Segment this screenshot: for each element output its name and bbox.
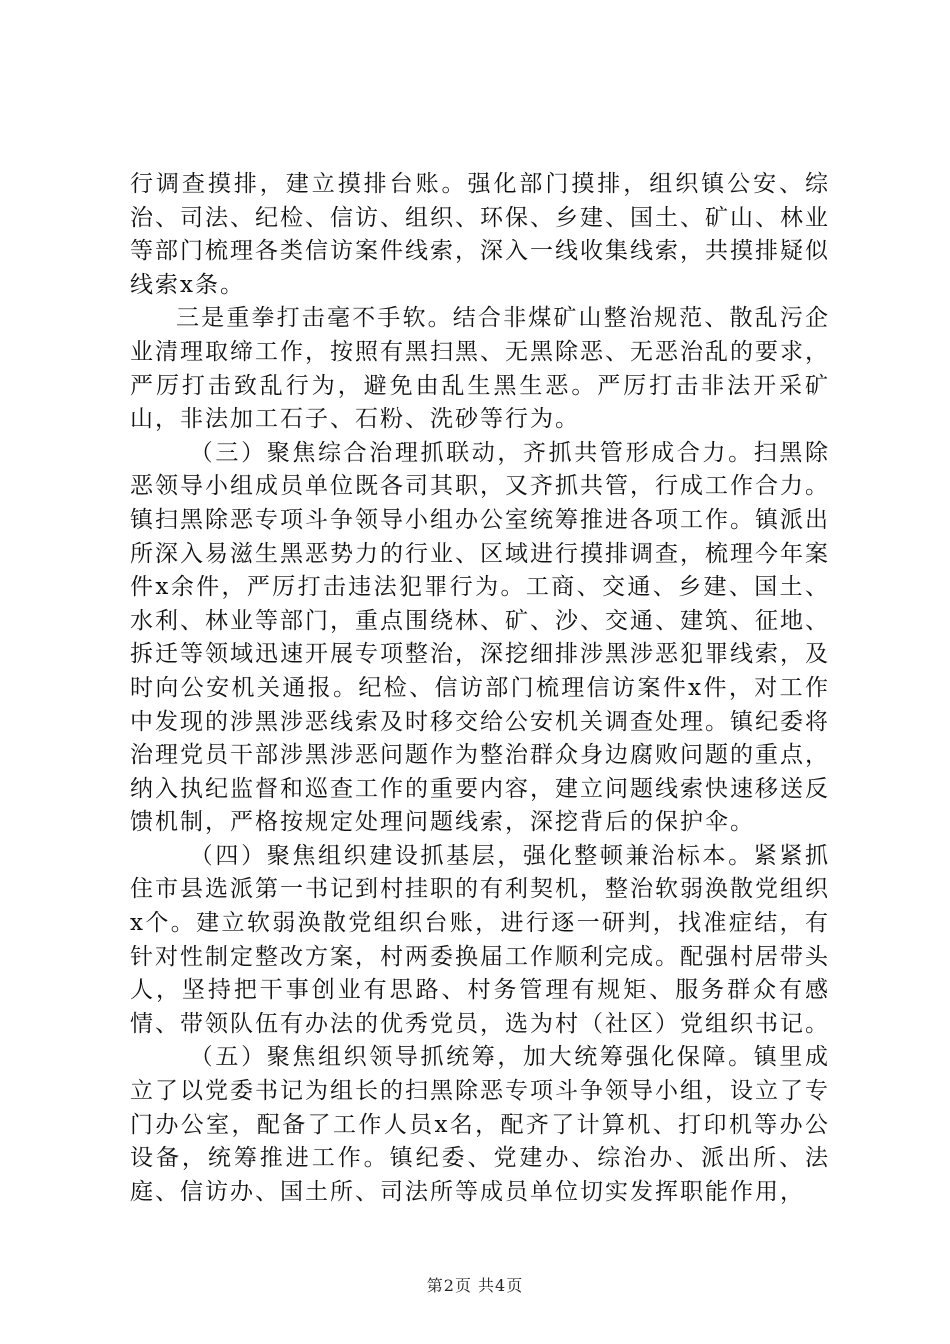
paragraph-2: 三是重拳打击毫不手软。结合非煤矿山整治规范、散乱污企业清理取缔工作，按照有黑扫黑、无黑除恶、无恶治乱的要求，严厉打击致乱行为，避免由乱生黑生恶。严厉打击非法开采矿山，非法加工石子、石粉、洗砂等行为。 xyxy=(130,305,830,433)
paragraph-4: （四）聚焦组织建设抓基层，强化整顿兼治标本。紧紧抓住市县选派第一书记到村挂职的有利契机，整治软弱涣散党组织x个。建立软弱涣散党组织台账，进行逐一研判，找准症结，有针对性制定整改方案，村两委换届工作顺利完成。配强村居带头人，坚持把干事创业有思路、村务管理有规矩、服务群众有感情、带领队伍有办法的优秀党员，选为村（社区）党组织书记。 xyxy=(130,842,830,1037)
paragraph-5: （五）聚焦组织领导抓统筹，加大统筹强化保障。镇里成立了以党委书记为组长的扫黑除恶专项斗争领导小组，设立了专门办公室，配备了工作人员x名，配齐了计算机、打印机等办公设备，统筹推进工作。镇纪委、党建办、综治办、派出所、法庭、信访办、国土所、司法所等成员单位切实发挥职能作用， xyxy=(130,1044,830,1205)
page-footer: 第2页 共4页 xyxy=(426,1276,524,1295)
paragraph-1: 行调查摸排，建立摸排台账。强化部门摸排，组织镇公安、综治、司法、纪检、信访、组织、环保、乡建、国土、矿山、林业等部门梳理各类信访案件线索，深入一线收集线索，共摸排疑似线索x条。 xyxy=(130,171,830,298)
paragraph-3: （三）聚焦综合治理抓联动，齐抓共管形成合力。扫黑除恶领导小组成员单位既各司其职，又齐抓共管，行成工作合力。镇扫黑除恶专项斗争领导小组办公室统筹推进各项工作。镇派出所深入易滋生黑恶势力的行业、区域进行摸排调查，梳理今年案件x余件，严厉打击违法犯罪行为。工商、交通、乡建、国土、水利、林业等部门，重点围绕林、矿、沙、交通、建筑、征地、拆迁等领域迅速开展专项整治，深挖细排涉黑涉恶犯罪线索，及时向公安机关通报。纪检、信访部门梳理信访案件x件，对工作中发现的涉黑涉恶线索及时移交给公安机关调查处理。镇纪委将治理党员干部涉黑涉恶问题作为整治群众身边腐败问题的重点，纳入执纪监督和巡查工作的重要内容，建立问题线索快速移送反馈机制，严格按规定处理问题线索，深挖背后的保护伞。 xyxy=(130,439,830,836)
body-text xyxy=(130,168,830,1209)
